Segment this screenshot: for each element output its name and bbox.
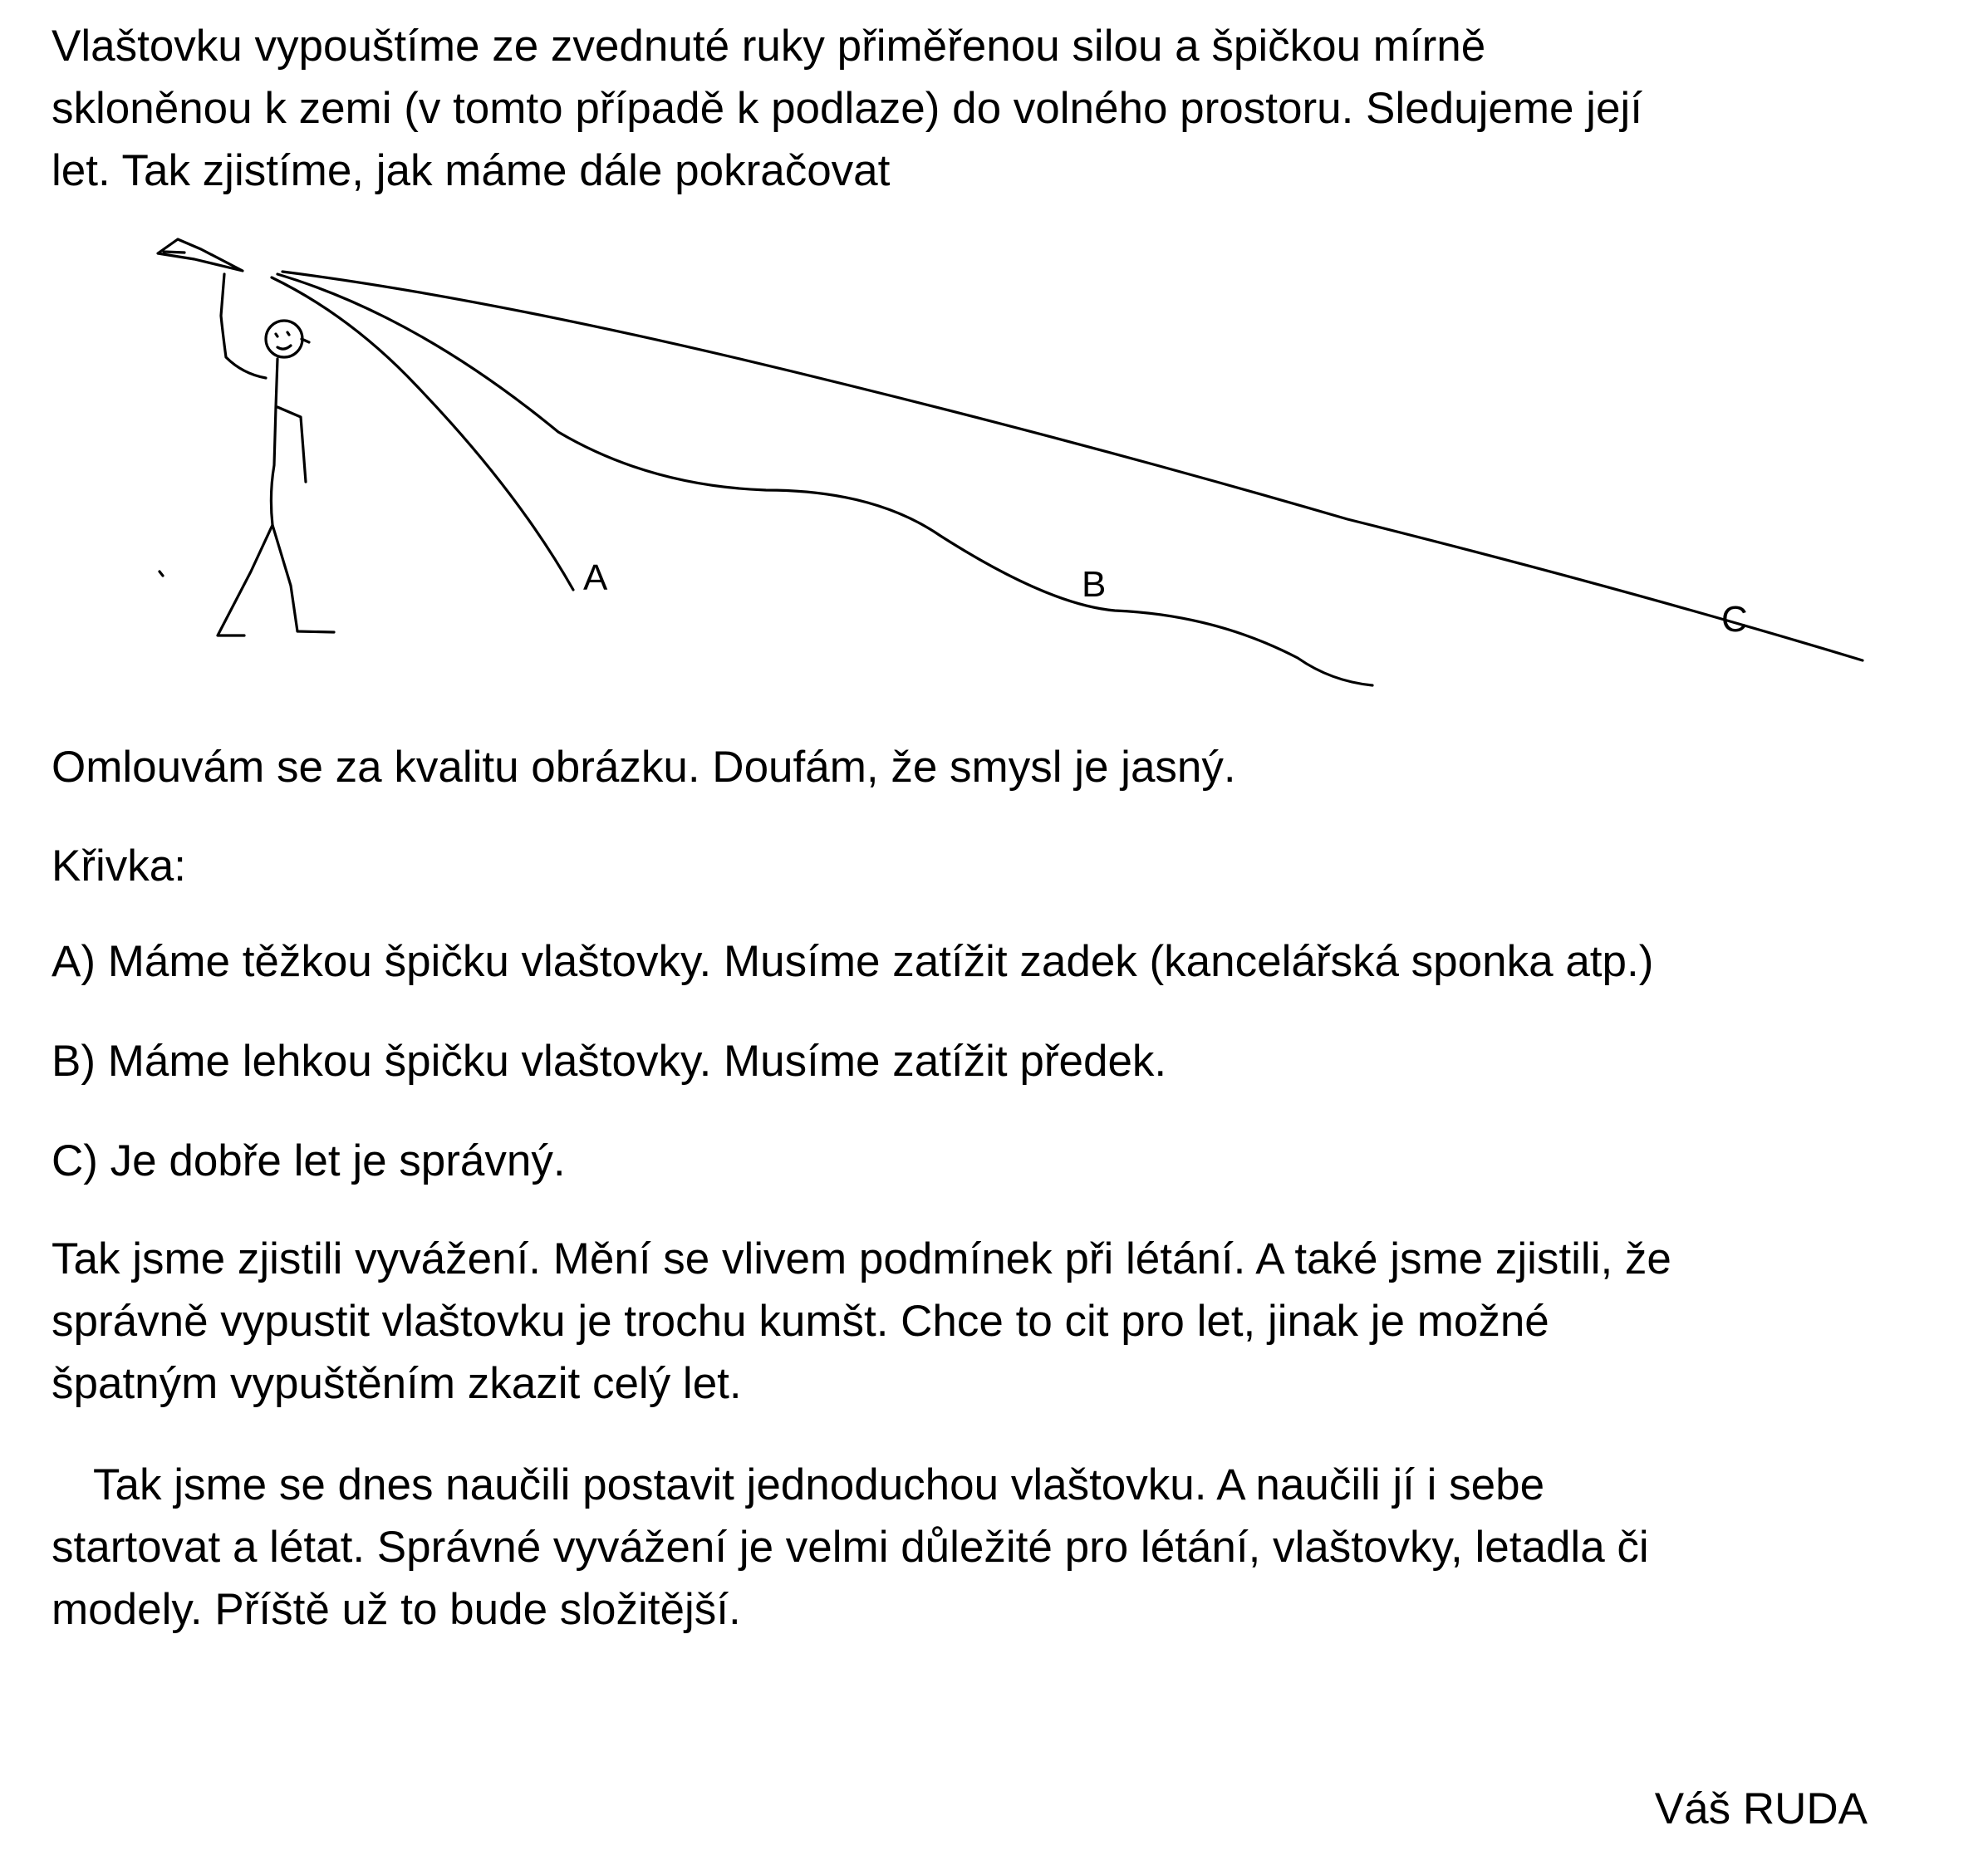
- curve-c-item: C) Je dobře let je správný.: [52, 1136, 566, 1185]
- summary-line: modely. Příště už to bude složitější.: [52, 1585, 741, 1634]
- intro-line: Vlaštovku vypouštíme ze zvednuté ruky přiměřenou silou a špičkou mírně: [52, 22, 1486, 71]
- balance-line: špatným vypuštěním zkazit celý let.: [52, 1359, 742, 1408]
- summary-line: startovat a létat. Správné vyvážení je velmi důležité pro létání, vlaštovky, letadla či: [52, 1523, 1649, 1572]
- summary-line: Tak jsme se dnes naučili postavit jednoduchou vlaštovku. A naučili jí i sebe: [93, 1460, 1545, 1509]
- curve-a-item: A) Máme těžkou špičku vlaštovky. Musíme zatížit zadek (kancelářská sponka atp.): [52, 937, 1654, 986]
- balance-paragraph: [52, 1228, 1671, 1415]
- curve-b-item: B) Máme lehkou špičku vlaštovky. Musíme zatížit předek.: [52, 1037, 1167, 1086]
- intro-line: skloněnou k zemi (v tomto případě k podlaze) do volného prostoru. Sledujeme její: [52, 84, 1642, 133]
- intro-line: let. Tak zjistíme, jak máme dále pokračovat: [52, 146, 891, 195]
- label-c: C: [1721, 599, 1748, 640]
- summary-paragraph: [52, 1454, 1649, 1641]
- label-a: A: [583, 557, 608, 598]
- flight-sketch: [52, 208, 1869, 696]
- curve-heading: Křivka:: [52, 842, 186, 891]
- intro-paragraph: [52, 15, 1642, 202]
- label-b: B: [1082, 564, 1107, 605]
- signature: Váš RUDA: [1654, 1784, 1868, 1833]
- balance-line: Tak jsme zjistili vyvážení. Mění se vlivem podmínek při létání. A také jsme zjistili, že: [52, 1234, 1671, 1283]
- image-caption: Omlouvám se za kvalitu obrázku. Doufám, že smysl je jasný.: [52, 743, 1236, 792]
- balance-line: správně vypustit vlaštovku je trochu kumšt. Chce to cit pro let, jinak je možné: [52, 1297, 1549, 1346]
